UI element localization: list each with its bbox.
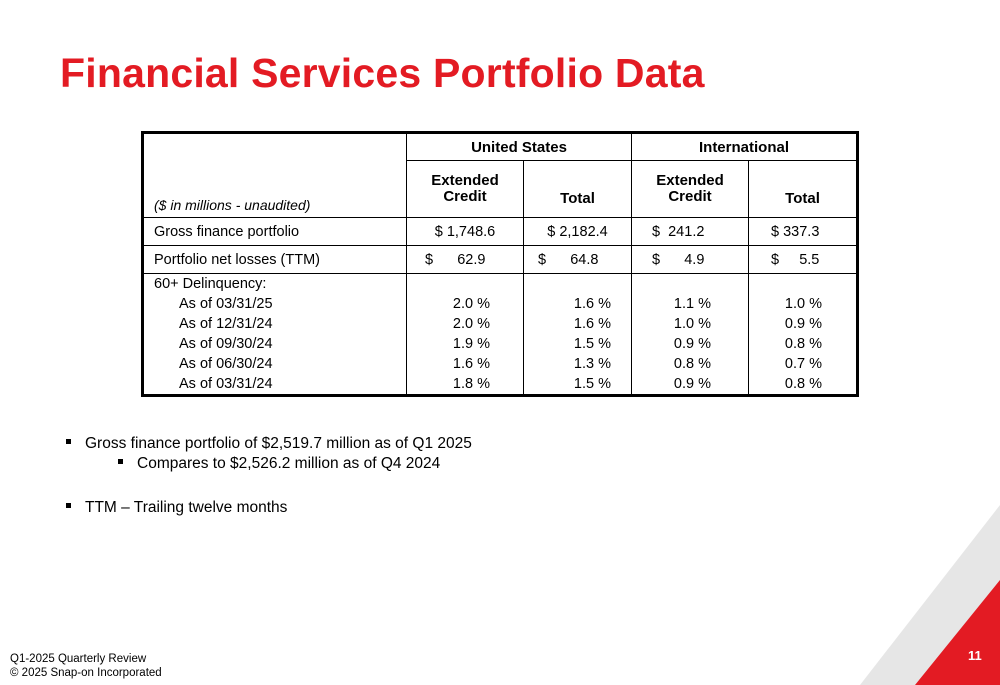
cell-value: 0.9 % [673,336,711,352]
cell-value: $ 4.9 [632,246,749,274]
delinquency-col-intl-extended [632,274,749,396]
delinquency-col-intl-total [749,274,858,396]
table-row [143,218,858,246]
region-header-intl: International [632,133,858,161]
delinquency-date: As of 09/30/24 [179,336,273,352]
col-header-intl-extended [632,161,749,218]
cell-value: 0.9 % [673,376,711,392]
cell-value: $ 64.8 [524,246,632,274]
cell-value: 0.8 % [784,376,822,392]
cell-value: 1.6 % [573,316,611,332]
bullet-square-icon [66,503,71,508]
col-header-us-extended [407,161,524,218]
bullet-text: Compares to $2,526.2 million as of Q4 2024 [137,455,441,472]
cell-value: 2.0 % [452,316,490,332]
row-label-net-losses: Portfolio net losses (TTM) [143,246,407,274]
cell-value: 0.9 % [784,316,822,332]
cell-value: $ 62.9 [407,246,524,274]
footer [10,652,162,680]
delinquency-date: As of 03/31/25 [179,296,273,312]
bullet-text: TTM – Trailing twelve months [85,499,288,516]
cell-value: 2.0 % [452,296,490,312]
cell-value: 0.8 % [673,356,711,372]
delinquency-col-us-extended [407,274,524,396]
delinquency-heading: 60+ Delinquency: [154,276,267,292]
delinquency-col-us-total [524,274,632,396]
cell-value: $ 5.5 [749,246,858,274]
page-number: 11 [968,648,982,663]
unit-label: ($ in millions - unaudited) [143,133,407,218]
cell-value: $ 241.2 [632,218,749,246]
delinquency-date: As of 03/31/24 [179,376,273,392]
cell-value: 0.7 % [784,356,822,372]
cell-value: 0.8 % [784,336,822,352]
delinquency-date: As of 06/30/24 [179,356,273,372]
cell-value: 1.5 % [573,336,611,352]
bullet-square-icon [118,459,123,464]
bullet-item [66,499,287,517]
delinquency-labels [143,274,407,396]
cell-value: $ 337.3 [749,218,858,246]
cell-value: 1.8 % [452,376,490,392]
cell-value: 1.5 % [573,376,611,392]
col-header-text: Extended Credit [431,172,499,205]
bullet-square-icon [66,439,71,444]
footer-line: © 2025 Snap-on Incorporated [10,667,162,679]
footer-line: Q1-2025 Quarterly Review [10,653,147,665]
portfolio-table [141,131,859,397]
page-title: Financial Services Portfolio Data [60,50,705,96]
cell-value: $ 1,748.6 [407,218,524,246]
cell-value: 1.6 % [452,356,490,372]
col-header-us-total: Total [524,161,632,218]
table-row-delinquency [143,274,858,396]
table-row [143,246,858,274]
cell-value: 1.0 % [784,296,822,312]
cell-value: $ 2,182.4 [524,218,632,246]
col-header-text: Extended Credit [656,172,724,205]
cell-value: 1.3 % [573,356,611,372]
cell-value: 1.6 % [573,296,611,312]
col-header-intl-total: Total [749,161,858,218]
bullet-text: Gross finance portfolio of $2,519.7 million as of Q1 2025 [85,435,472,452]
cell-value: 1.9 % [452,336,490,352]
bullet-item [66,435,472,453]
row-label-gross-portfolio: Gross finance portfolio [143,218,407,246]
cell-value: 1.0 % [673,316,711,332]
cell-value: 1.1 % [673,296,711,312]
bullet-subitem [118,455,440,473]
delinquency-date: As of 12/31/24 [179,316,273,332]
region-header-us: United States [407,133,632,161]
